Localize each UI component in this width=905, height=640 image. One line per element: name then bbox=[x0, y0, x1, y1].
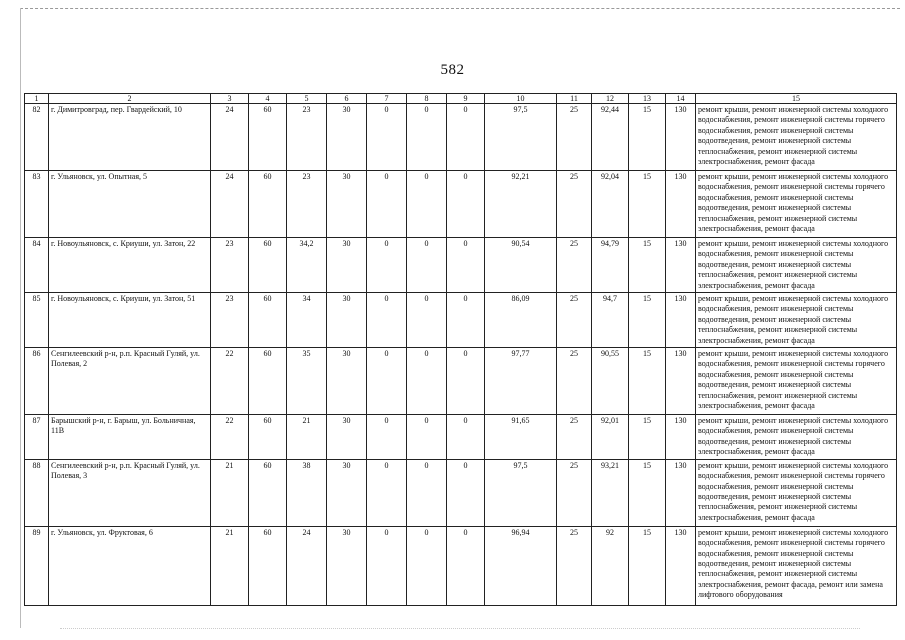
value-cell: 90,54 bbox=[485, 238, 557, 293]
value-cell: 22 bbox=[211, 415, 249, 460]
value-cell: 30 bbox=[327, 526, 367, 605]
works-cell: ремонт крыши, ремонт инженерной системы холодного водоснабжения, ремонт инженерной системы водоотведения, ремонт инженерной системы теплоснабжения, ремонт инженерной системы электроснабжения, ремонт фасада bbox=[696, 293, 897, 348]
value-cell: 25 bbox=[557, 348, 592, 415]
value-cell: 30 bbox=[327, 238, 367, 293]
address-cell: г. Димитровград, пер. Гвардейский, 10 bbox=[49, 104, 211, 171]
value-cell: 130 bbox=[666, 415, 696, 460]
value-cell: 15 bbox=[629, 238, 666, 293]
table-row bbox=[25, 526, 897, 605]
address-cell: г. Ульяновск, ул. Опытная, 5 bbox=[49, 171, 211, 238]
page-left-edge bbox=[20, 8, 21, 628]
value-cell: 97,5 bbox=[485, 104, 557, 171]
table-row bbox=[25, 293, 897, 348]
value-cell: 60 bbox=[249, 104, 287, 171]
value-cell: 0 bbox=[367, 348, 407, 415]
works-cell: ремонт крыши, ремонт инженерной системы холодного водоснабжения, ремонт инженерной системы горячего водоснабжения, ремонт инженерной системы водоотведения, ремонт инженерной системы теплоснабжения, ремонт инженерной системы электроснабжения, ремонт фасада, ремонт или замена лифтового оборудования bbox=[696, 526, 897, 605]
works-cell: ремонт крыши, ремонт инженерной системы холодного водоснабжения, ремонт инженерной системы горячего водоснабжения, ремонт инженерной системы водоотведения, ремонт инженерной системы теплоснабжения, ремонт инженерной системы электроснабжения, ремонт фасада bbox=[696, 348, 897, 415]
value-cell: 60 bbox=[249, 526, 287, 605]
scan-noise bbox=[60, 628, 860, 630]
value-cell: 30 bbox=[327, 459, 367, 526]
value-cell: 30 bbox=[327, 171, 367, 238]
value-cell: 90,55 bbox=[592, 348, 629, 415]
value-cell: 91,65 bbox=[485, 415, 557, 460]
value-cell: 60 bbox=[249, 293, 287, 348]
value-cell: 0 bbox=[367, 526, 407, 605]
value-cell: 34,2 bbox=[287, 238, 327, 293]
value-cell: 0 bbox=[367, 104, 407, 171]
column-number-row bbox=[25, 94, 897, 104]
row-number-cell: 84 bbox=[25, 238, 49, 293]
column-header: 12 bbox=[592, 94, 629, 104]
value-cell: 15 bbox=[629, 526, 666, 605]
row-number-cell: 88 bbox=[25, 459, 49, 526]
value-cell: 23 bbox=[287, 104, 327, 171]
row-number-cell: 86 bbox=[25, 348, 49, 415]
table-row bbox=[25, 348, 897, 415]
value-cell: 0 bbox=[367, 293, 407, 348]
value-cell: 92,04 bbox=[592, 171, 629, 238]
column-header: 7 bbox=[367, 94, 407, 104]
table-row bbox=[25, 104, 897, 171]
value-cell: 30 bbox=[327, 104, 367, 171]
column-header: 6 bbox=[327, 94, 367, 104]
value-cell: 15 bbox=[629, 293, 666, 348]
table-row bbox=[25, 238, 897, 293]
column-header: 15 bbox=[696, 94, 897, 104]
value-cell: 15 bbox=[629, 171, 666, 238]
value-cell: 60 bbox=[249, 171, 287, 238]
value-cell: 60 bbox=[249, 459, 287, 526]
value-cell: 15 bbox=[629, 348, 666, 415]
value-cell: 35 bbox=[287, 348, 327, 415]
value-cell: 0 bbox=[407, 293, 447, 348]
value-cell: 0 bbox=[447, 293, 485, 348]
value-cell: 30 bbox=[327, 293, 367, 348]
value-cell: 0 bbox=[407, 459, 447, 526]
table-row bbox=[25, 459, 897, 526]
column-header: 2 bbox=[49, 94, 211, 104]
address-cell: г. Ульяновск, ул. Фруктовая, 6 bbox=[49, 526, 211, 605]
value-cell: 0 bbox=[367, 238, 407, 293]
value-cell: 21 bbox=[211, 526, 249, 605]
value-cell: 30 bbox=[327, 415, 367, 460]
value-cell: 86,09 bbox=[485, 293, 557, 348]
value-cell: 130 bbox=[666, 348, 696, 415]
column-header: 8 bbox=[407, 94, 447, 104]
column-header: 13 bbox=[629, 94, 666, 104]
value-cell: 92 bbox=[592, 526, 629, 605]
value-cell: 60 bbox=[249, 415, 287, 460]
value-cell: 23 bbox=[287, 171, 327, 238]
table-row bbox=[25, 415, 897, 460]
value-cell: 92,21 bbox=[485, 171, 557, 238]
register-table bbox=[24, 93, 897, 606]
value-cell: 25 bbox=[557, 415, 592, 460]
value-cell: 94,7 bbox=[592, 293, 629, 348]
column-header: 9 bbox=[447, 94, 485, 104]
value-cell: 0 bbox=[447, 348, 485, 415]
row-number-cell: 85 bbox=[25, 293, 49, 348]
column-header: 10 bbox=[485, 94, 557, 104]
value-cell: 23 bbox=[211, 293, 249, 348]
value-cell: 97,77 bbox=[485, 348, 557, 415]
column-header: 1 bbox=[25, 94, 49, 104]
value-cell: 38 bbox=[287, 459, 327, 526]
value-cell: 0 bbox=[447, 171, 485, 238]
value-cell: 130 bbox=[666, 104, 696, 171]
value-cell: 21 bbox=[287, 415, 327, 460]
value-cell: 93,21 bbox=[592, 459, 629, 526]
value-cell: 25 bbox=[557, 238, 592, 293]
value-cell: 24 bbox=[211, 171, 249, 238]
value-cell: 25 bbox=[557, 171, 592, 238]
value-cell: 15 bbox=[629, 459, 666, 526]
value-cell: 94,79 bbox=[592, 238, 629, 293]
value-cell: 15 bbox=[629, 104, 666, 171]
value-cell: 34 bbox=[287, 293, 327, 348]
works-cell: ремонт крыши, ремонт инженерной системы холодного водоснабжения, ремонт инженерной системы горячего водоснабжения, ремонт инженерной системы водоотведения, ремонт инженерной системы теплоснабжения, ремонт инженерной системы электроснабжения, ремонт фасада bbox=[696, 459, 897, 526]
address-cell: Барышский р-н, г. Барыш, ул. Больничная, 11В bbox=[49, 415, 211, 460]
value-cell: 0 bbox=[407, 348, 447, 415]
address-cell: г. Новоульяновск, с. Криуши, ул. Затон, 22 bbox=[49, 238, 211, 293]
value-cell: 0 bbox=[447, 415, 485, 460]
value-cell: 0 bbox=[407, 415, 447, 460]
value-cell: 0 bbox=[447, 238, 485, 293]
value-cell: 23 bbox=[211, 238, 249, 293]
value-cell: 30 bbox=[327, 348, 367, 415]
value-cell: 0 bbox=[407, 104, 447, 171]
value-cell: 15 bbox=[629, 415, 666, 460]
value-cell: 92,44 bbox=[592, 104, 629, 171]
value-cell: 96,94 bbox=[485, 526, 557, 605]
page-number: 582 bbox=[440, 62, 465, 78]
value-cell: 24 bbox=[287, 526, 327, 605]
value-cell: 130 bbox=[666, 293, 696, 348]
value-cell: 25 bbox=[557, 526, 592, 605]
column-header: 14 bbox=[666, 94, 696, 104]
row-number-cell: 89 bbox=[25, 526, 49, 605]
address-cell: Сенгилеевский р-н, р.п. Красный Гуляй, ул. Полевая, 2 bbox=[49, 348, 211, 415]
value-cell: 0 bbox=[447, 104, 485, 171]
value-cell: 130 bbox=[666, 238, 696, 293]
table-body bbox=[25, 104, 897, 606]
works-cell: ремонт крыши, ремонт инженерной системы холодного водоснабжения, ремонт инженерной системы водоотведения, ремонт инженерной системы электроснабжения, ремонт фасада bbox=[696, 415, 897, 460]
value-cell: 25 bbox=[557, 104, 592, 171]
table-row bbox=[25, 171, 897, 238]
value-cell: 92,01 bbox=[592, 415, 629, 460]
value-cell: 0 bbox=[407, 171, 447, 238]
column-header: 11 bbox=[557, 94, 592, 104]
value-cell: 0 bbox=[407, 526, 447, 605]
value-cell: 60 bbox=[249, 238, 287, 293]
row-number-cell: 87 bbox=[25, 415, 49, 460]
address-cell: г. Новоульяновск, с. Криуши, ул. Затон, 51 bbox=[49, 293, 211, 348]
value-cell: 130 bbox=[666, 171, 696, 238]
row-number-cell: 83 bbox=[25, 171, 49, 238]
value-cell: 24 bbox=[211, 104, 249, 171]
value-cell: 25 bbox=[557, 293, 592, 348]
row-number-cell: 82 bbox=[25, 104, 49, 171]
value-cell: 25 bbox=[557, 459, 592, 526]
value-cell: 0 bbox=[367, 171, 407, 238]
works-cell: ремонт крыши, ремонт инженерной системы холодного водоснабжения, ремонт инженерной системы водоотведения, ремонт инженерной системы теплоснабжения, ремонт инженерной системы электроснабжения, ремонт фасада bbox=[696, 238, 897, 293]
works-cell: ремонт крыши, ремонт инженерной системы холодного водоснабжения, ремонт инженерной системы горячего водоснабжения, ремонт инженерной системы водоотведения, ремонт инженерной системы теплоснабжения, ремонт инженерной системы электроснабжения, ремонт фасада bbox=[696, 171, 897, 238]
value-cell: 130 bbox=[666, 526, 696, 605]
value-cell: 130 bbox=[666, 459, 696, 526]
address-cell: Сенгилеевский р-н, р.п. Красный Гуляй, ул. Полевая, 3 bbox=[49, 459, 211, 526]
page-top-edge bbox=[20, 8, 900, 10]
column-header: 5 bbox=[287, 94, 327, 104]
value-cell: 22 bbox=[211, 348, 249, 415]
column-header: 3 bbox=[211, 94, 249, 104]
value-cell: 60 bbox=[249, 348, 287, 415]
value-cell: 0 bbox=[447, 459, 485, 526]
value-cell: 97,5 bbox=[485, 459, 557, 526]
value-cell: 0 bbox=[447, 526, 485, 605]
value-cell: 0 bbox=[367, 415, 407, 460]
value-cell: 0 bbox=[367, 459, 407, 526]
value-cell: 21 bbox=[211, 459, 249, 526]
column-header: 4 bbox=[249, 94, 287, 104]
value-cell: 0 bbox=[407, 238, 447, 293]
works-cell: ремонт крыши, ремонт инженерной системы холодного водоснабжения, ремонт инженерной системы горячего водоснабжения, ремонт инженерной системы водоотведения, ремонт инженерной системы теплоснабжения, ремонт инженерной системы электроснабжения, ремонт фасада bbox=[696, 104, 897, 171]
